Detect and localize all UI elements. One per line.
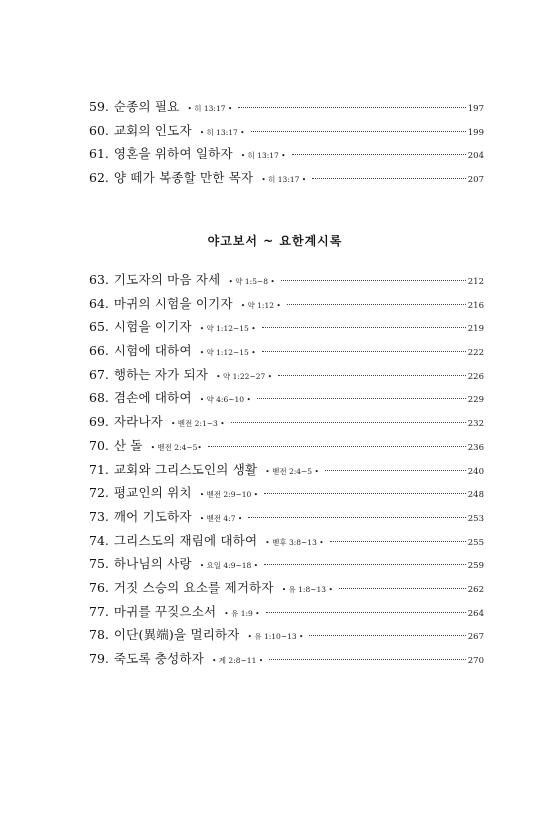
entry-number: 73. <box>89 508 109 524</box>
entry-title: 마귀의 시험을 이기자 <box>113 295 233 311</box>
dot-leader <box>269 659 466 660</box>
entry-reference: • 약 1:12~15 • <box>199 324 256 334</box>
entry-reference: • 약 1:12~15 • <box>199 348 256 358</box>
dot-leader <box>292 154 466 155</box>
entry-title: 겸손에 대하여 <box>113 390 192 406</box>
entry-number: 60. <box>89 122 109 138</box>
dot-leader <box>262 327 466 328</box>
toc-entry[interactable] <box>89 481 484 505</box>
entry-reference: • 유 1:9 • <box>224 608 260 618</box>
entry-reference: • 히 13:17 • <box>240 151 286 161</box>
dot-leader <box>281 280 466 281</box>
entry-number: 59. <box>89 99 109 114</box>
entry-title: 영혼을 위하여 일하자 <box>113 146 233 162</box>
entry-page-number: 222 <box>467 348 484 359</box>
section-heading: 야고보서 ~ 요한계시록 <box>207 234 343 248</box>
toc-entry[interactable] <box>89 529 484 553</box>
dot-leader <box>287 304 466 305</box>
entry-number: 64. <box>89 295 109 311</box>
entry-title: 교회와 그리스도인의 생활 <box>113 461 258 477</box>
entry-page-number: 219 <box>467 324 484 335</box>
dot-leader <box>312 178 466 179</box>
entry-reference: • 약 1:5~8 • <box>228 277 275 286</box>
entry-reference: • 요일 4:9~18 • <box>199 561 259 571</box>
entry-number: 76. <box>89 579 109 595</box>
entry-title: 하나님의 사랑 <box>113 556 192 572</box>
entry-reference: • 벧전 4:7 • <box>199 513 243 523</box>
entry-title: 깨어 기도하자 <box>113 508 192 524</box>
toc-entry[interactable] <box>89 119 484 143</box>
dot-leader <box>231 422 466 423</box>
toc-entry[interactable] <box>89 315 484 339</box>
dot-leader <box>264 493 466 494</box>
entry-reference: • 히 13:17 • <box>187 104 233 113</box>
toc-list-bottom <box>89 268 484 671</box>
entry-reference: • 계 2:8~11 • <box>212 656 264 665</box>
entry-page-number: 236 <box>467 442 484 453</box>
dot-leader <box>248 517 465 518</box>
dot-leader <box>330 541 466 542</box>
toc-entry[interactable] <box>89 363 484 387</box>
entry-number: 71. <box>89 461 109 477</box>
toc-entry[interactable] <box>89 386 484 410</box>
entry-reference: • 약 4:6~10 • <box>199 395 251 405</box>
entry-page-number: 259 <box>467 561 484 572</box>
entry-title: 시험에 대하여 <box>113 343 192 359</box>
entry-title: 행하는 자가 되자 <box>113 366 209 382</box>
entry-number: 69. <box>89 414 109 430</box>
toc-entry[interactable] <box>89 576 484 600</box>
dot-leader <box>262 351 466 352</box>
entry-number: 78. <box>89 627 109 643</box>
dot-leader <box>325 470 466 471</box>
entry-page-number: 204 <box>467 151 484 162</box>
entry-reference: • 벧전 2:4~5 • <box>265 466 319 476</box>
entry-page-number: 207 <box>467 175 484 186</box>
entry-number: 72. <box>89 485 109 501</box>
toc-entry[interactable] <box>89 623 484 647</box>
dot-leader <box>238 107 465 108</box>
entry-number: 70. <box>89 437 109 453</box>
entry-page-number: 216 <box>467 300 484 311</box>
entry-number: 67. <box>89 366 109 382</box>
toc-entry[interactable] <box>89 647 484 671</box>
entry-page-number: 264 <box>467 608 484 619</box>
entry-page-number: 199 <box>467 127 484 138</box>
entry-title: 교회의 인도자 <box>113 122 192 138</box>
entry-page-number: 229 <box>467 395 484 406</box>
entry-title: 자라나자 <box>113 414 163 430</box>
entry-reference: • 벧전 2:4~5• <box>150 442 202 452</box>
dot-leader <box>309 635 465 636</box>
toc-entry[interactable] <box>89 552 484 576</box>
entry-page-number: 226 <box>467 371 484 382</box>
toc-entry[interactable] <box>89 292 484 316</box>
dot-leader <box>208 446 466 447</box>
entry-number: 63. <box>89 272 109 287</box>
entry-reference: • 유 1:8~13 • <box>281 584 333 594</box>
entry-number: 79. <box>89 651 109 666</box>
entry-number: 65. <box>89 319 109 335</box>
entry-page-number: 197 <box>467 104 484 114</box>
toc-entry[interactable] <box>89 410 484 434</box>
entry-title: 양 떼가 복종할 만한 목자 <box>113 170 254 186</box>
dot-leader <box>257 398 466 399</box>
dot-leader <box>278 375 466 376</box>
entry-number: 75. <box>89 556 109 572</box>
entry-title: 평교인의 위치 <box>113 485 192 501</box>
dot-leader <box>266 612 466 613</box>
entry-reference: • 유 1:10~13 • <box>247 632 304 642</box>
entry-number: 66. <box>89 343 109 359</box>
entry-page-number: 255 <box>467 537 484 548</box>
toc-entry[interactable] <box>89 600 484 624</box>
dot-leader <box>339 588 466 589</box>
toc-entry[interactable] <box>89 142 484 166</box>
entry-number: 62. <box>89 170 109 186</box>
entry-page-number: 262 <box>467 584 484 595</box>
toc-entry[interactable] <box>89 268 484 292</box>
toc-entry[interactable] <box>89 339 484 363</box>
entry-title: 이단(異端)을 멀리하자 <box>113 627 240 643</box>
entry-page-number: 267 <box>467 632 484 643</box>
entry-page-number: 248 <box>467 490 484 501</box>
entry-page-number: 232 <box>467 419 484 430</box>
toc-entry[interactable] <box>89 505 484 529</box>
toc-entry[interactable] <box>89 434 484 458</box>
entry-number: 77. <box>89 603 109 619</box>
entry-reference: • 약 1:22~27 • <box>216 371 273 381</box>
entry-reference: • 벧전 2:9~10 • <box>199 490 259 500</box>
entry-page-number: 270 <box>467 656 484 666</box>
toc-entry[interactable] <box>89 166 484 190</box>
entry-title: 거짓 스승의 요소를 제거하자 <box>113 579 274 595</box>
entry-reference: • 히 13:17 • <box>199 127 245 137</box>
toc-entry[interactable] <box>89 458 484 482</box>
entry-title: 순종의 필요 <box>113 99 180 114</box>
entry-number: 61. <box>89 146 109 162</box>
entry-title: 시험을 이기자 <box>113 319 192 335</box>
entry-number: 74. <box>89 532 109 548</box>
entry-title: 죽도록 충성하자 <box>113 651 204 666</box>
entry-title: 산 돌 <box>113 437 143 453</box>
entry-reference: • 벧전 2:1~3 • <box>171 419 225 429</box>
toc-list-top <box>89 95 484 190</box>
toc-entry[interactable] <box>89 95 484 119</box>
entry-title: 기도자의 마음 자세 <box>113 272 221 287</box>
entry-number: 68. <box>89 390 109 406</box>
entry-title: 마귀를 꾸짖으소서 <box>113 603 217 619</box>
entry-page-number: 240 <box>467 466 484 477</box>
entry-page-number: 253 <box>467 513 484 524</box>
dot-leader <box>251 131 466 132</box>
entry-reference: • 벧후 3:8~13 • <box>265 537 324 547</box>
entry-reference: • 히 13:17 • <box>261 175 307 185</box>
dot-leader <box>264 564 466 565</box>
entry-title: 그리스도의 재림에 대하여 <box>113 532 258 548</box>
entry-page-number: 212 <box>467 277 484 287</box>
entry-reference: • 약 1:12 • <box>240 300 281 310</box>
